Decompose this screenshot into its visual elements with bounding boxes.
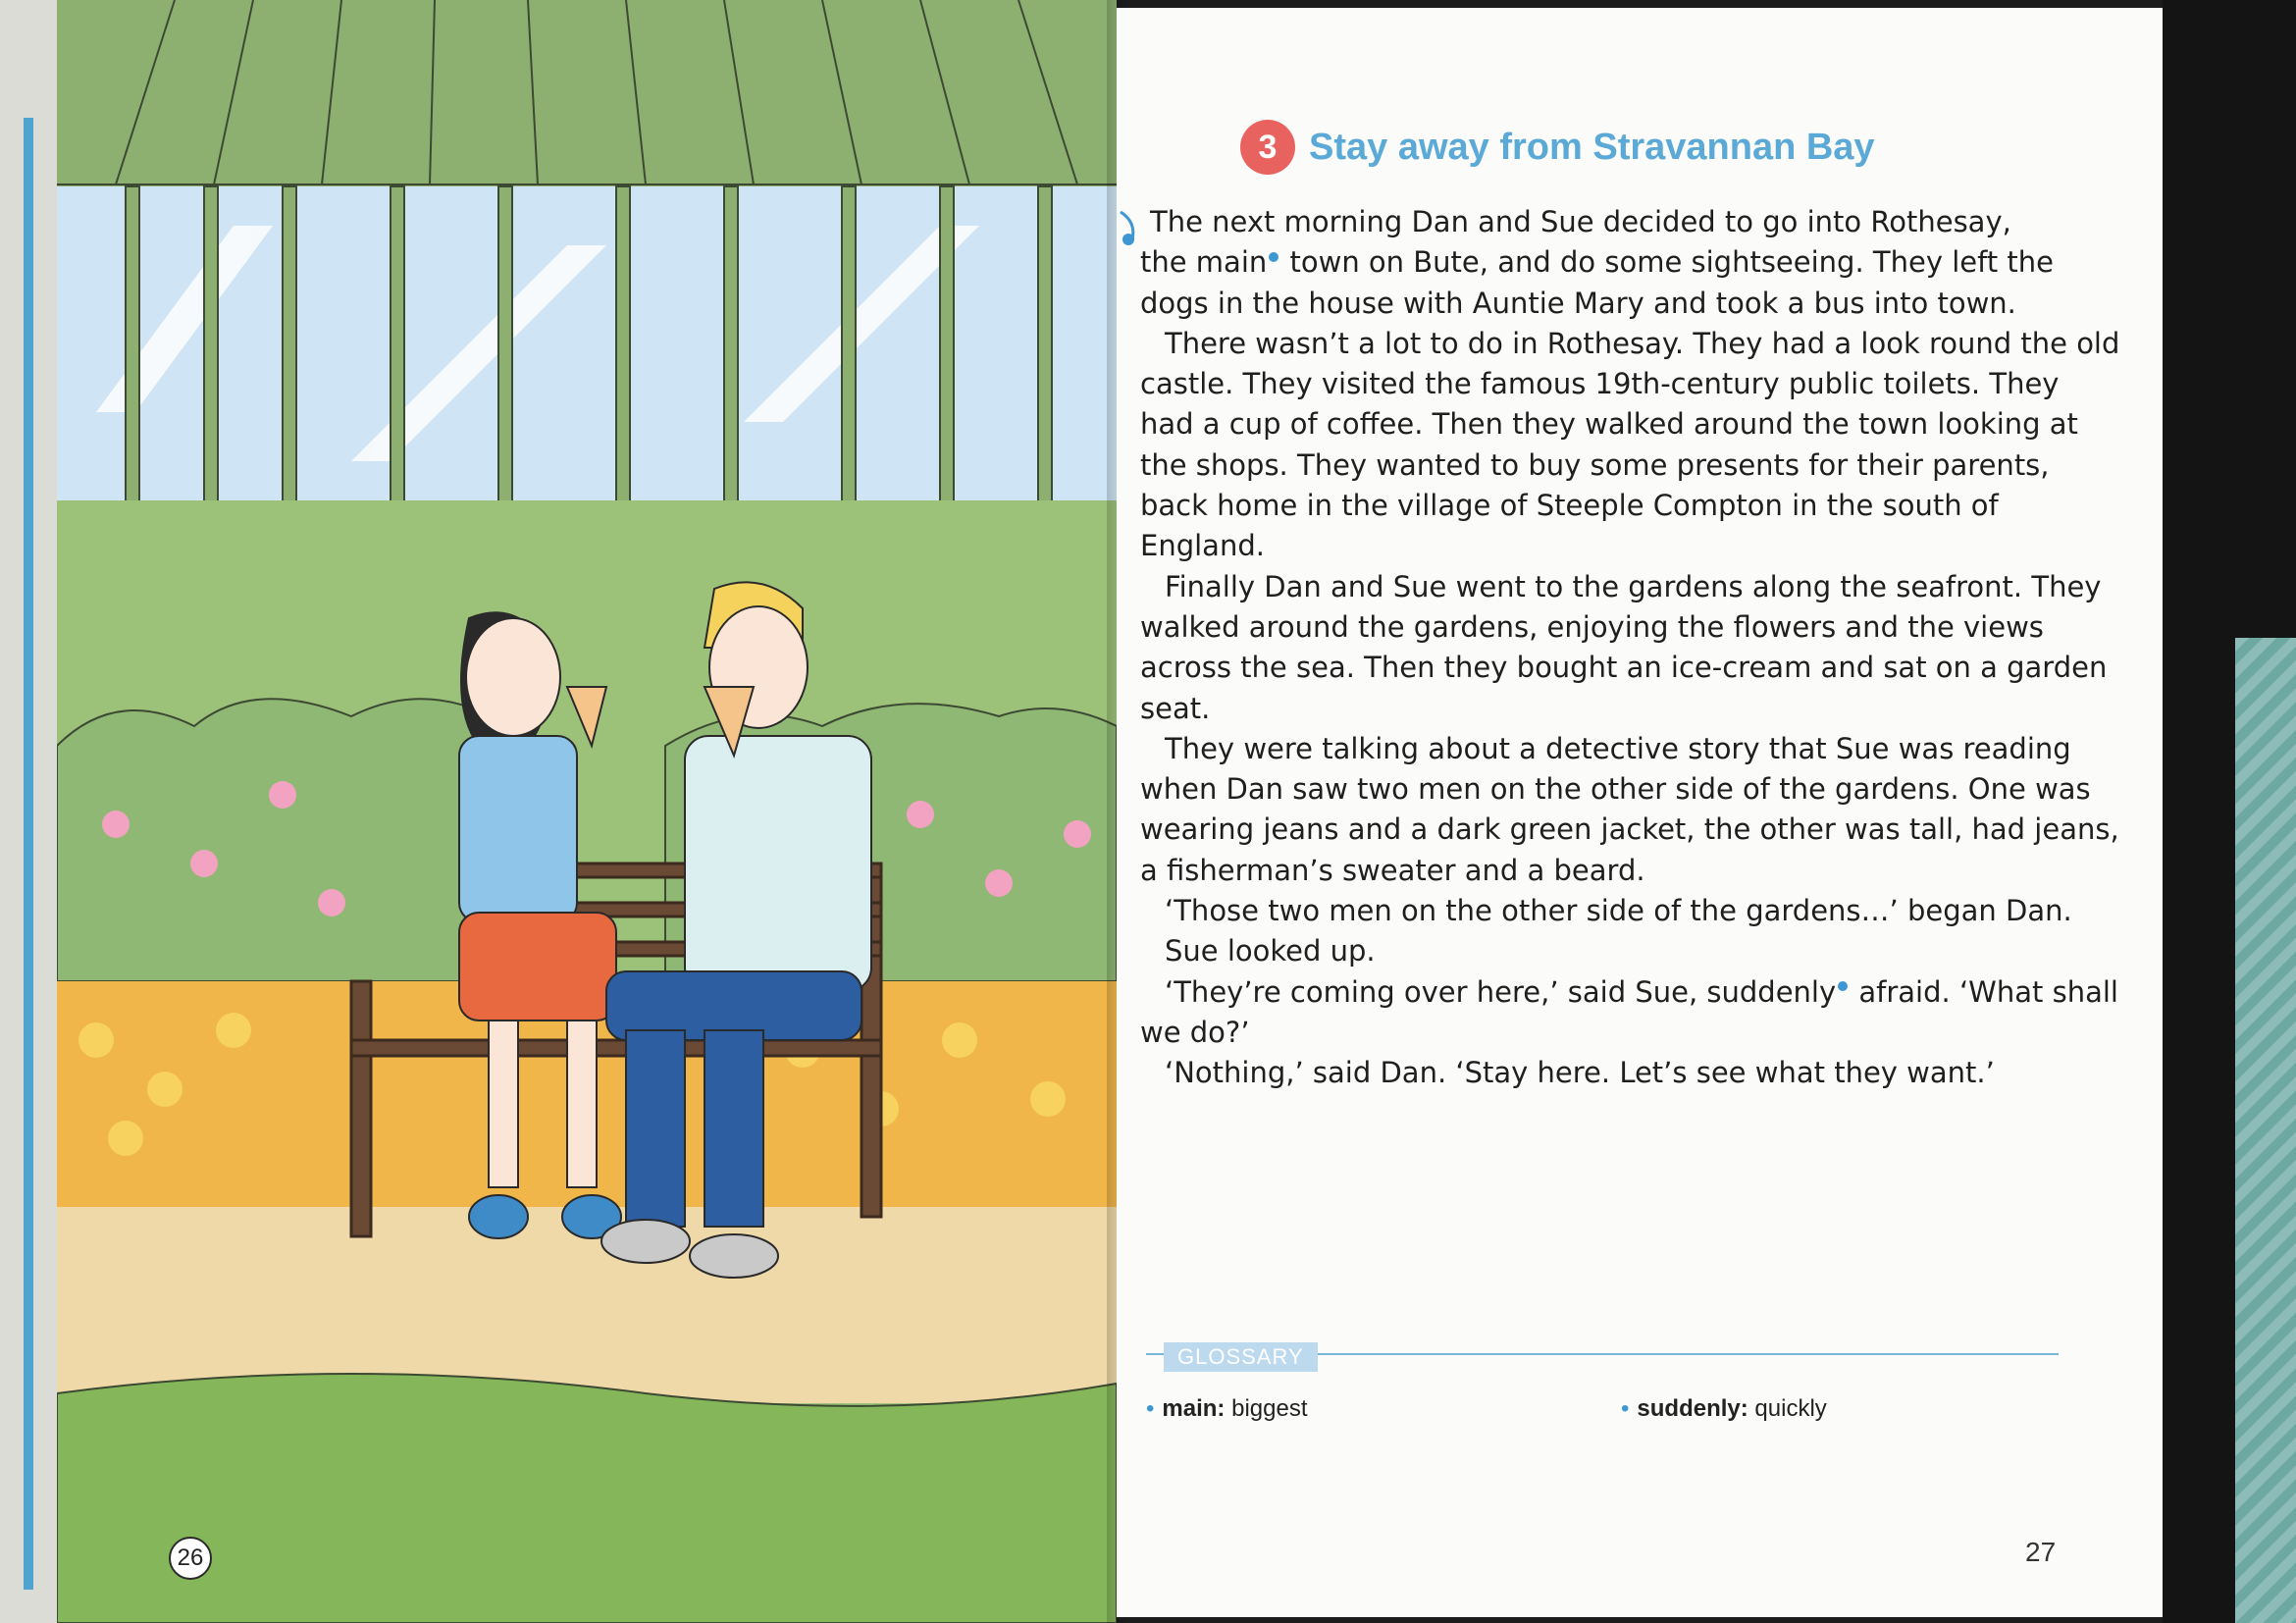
paragraph-7-text-b: afraid. ‘What shall we do?’ bbox=[1140, 974, 2118, 1049]
edge-stripe bbox=[24, 118, 33, 1590]
glossary-entry-main bbox=[1146, 1395, 1307, 1423]
chapter-title: Stay away from Stravannan Bay bbox=[1309, 126, 1875, 168]
paragraph-6: Sue looked up. bbox=[1165, 934, 1376, 969]
glossary-term: main: bbox=[1162, 1395, 1226, 1422]
chapter-heading bbox=[1240, 118, 1875, 177]
left-page-illustration bbox=[57, 0, 1117, 1623]
paragraph-7 bbox=[1140, 972, 2121, 1054]
park-bench-illustration bbox=[57, 0, 1117, 1623]
right-page bbox=[1117, 8, 2163, 1617]
glossary-heading: GLOSSARY bbox=[1164, 1342, 1318, 1372]
paragraph-2: There wasn’t a lot to do in Rothesay. They had a look round the old castle. They visited the famous 19th-century public toilets. They had a cup of coffee. Then they walked around the town looking at the shops. They wanted to buy some presents for their parents, back home in the village of Steeple Compton in the south of England. bbox=[1140, 326, 2120, 563]
page-number-left: 26 bbox=[169, 1537, 212, 1580]
paragraph-4: They were talking about a detective story that Sue was reading when Dan saw two men on the other side of the gardens. One was wearing jeans and a dark green jacket, the other was tall, had jeans, a fisherman’s sweater and a beard. bbox=[1140, 731, 2119, 887]
glossary-definition: biggest bbox=[1231, 1395, 1308, 1422]
bullet-icon: • bbox=[1621, 1395, 1630, 1422]
paragraph-8: ‘Nothing,’ said Dan. ‘Stay here. Let’s see what they want.’ bbox=[1165, 1056, 1995, 1090]
glossary-entry-suddenly bbox=[1621, 1395, 1827, 1423]
paragraph-1-line-3: dogs in the house with Auntie Mary and took a bus into town. bbox=[1140, 286, 2016, 320]
chapter-number-badge: 3 bbox=[1240, 120, 1295, 175]
paragraph-5: ‘Those two men on the other side of the gardens…’ began Dan. bbox=[1165, 894, 2072, 928]
bullet-icon: • bbox=[1146, 1395, 1155, 1422]
glossary-marker-icon bbox=[1838, 981, 1848, 991]
page-number-right: 27 bbox=[2025, 1537, 2057, 1567]
book-cover-edge bbox=[2235, 638, 2296, 1623]
paragraph-1-text-b: town on Bute, and do some sightseeing. They left the bbox=[1280, 245, 2054, 280]
paragraph-3: Finally Dan and Sue went to the gardens along the seafront. They walked around the gardens, enjoying the flowers and the views across the sea. Then they bought an ice-cream and sat on a garden seat. bbox=[1140, 569, 2108, 725]
paragraph-1 bbox=[1140, 202, 2121, 324]
paragraph-7-text-a: ‘They’re coming over here,’ said Sue, suddenly bbox=[1165, 974, 1837, 1009]
audio-track-icon bbox=[1115, 210, 1140, 247]
glossary-definition: quickly bbox=[1754, 1395, 1827, 1422]
glossary-marker-icon bbox=[1269, 252, 1278, 262]
paragraph-1-text-a: the main bbox=[1140, 245, 1268, 280]
book-left-edge bbox=[0, 0, 59, 1623]
paragraph-1-line-1: The next morning Dan and Sue decided to go into Rothesay, bbox=[1150, 205, 2011, 238]
story-text bbox=[1140, 202, 2121, 1094]
glossary-term: suddenly: bbox=[1637, 1395, 1748, 1422]
